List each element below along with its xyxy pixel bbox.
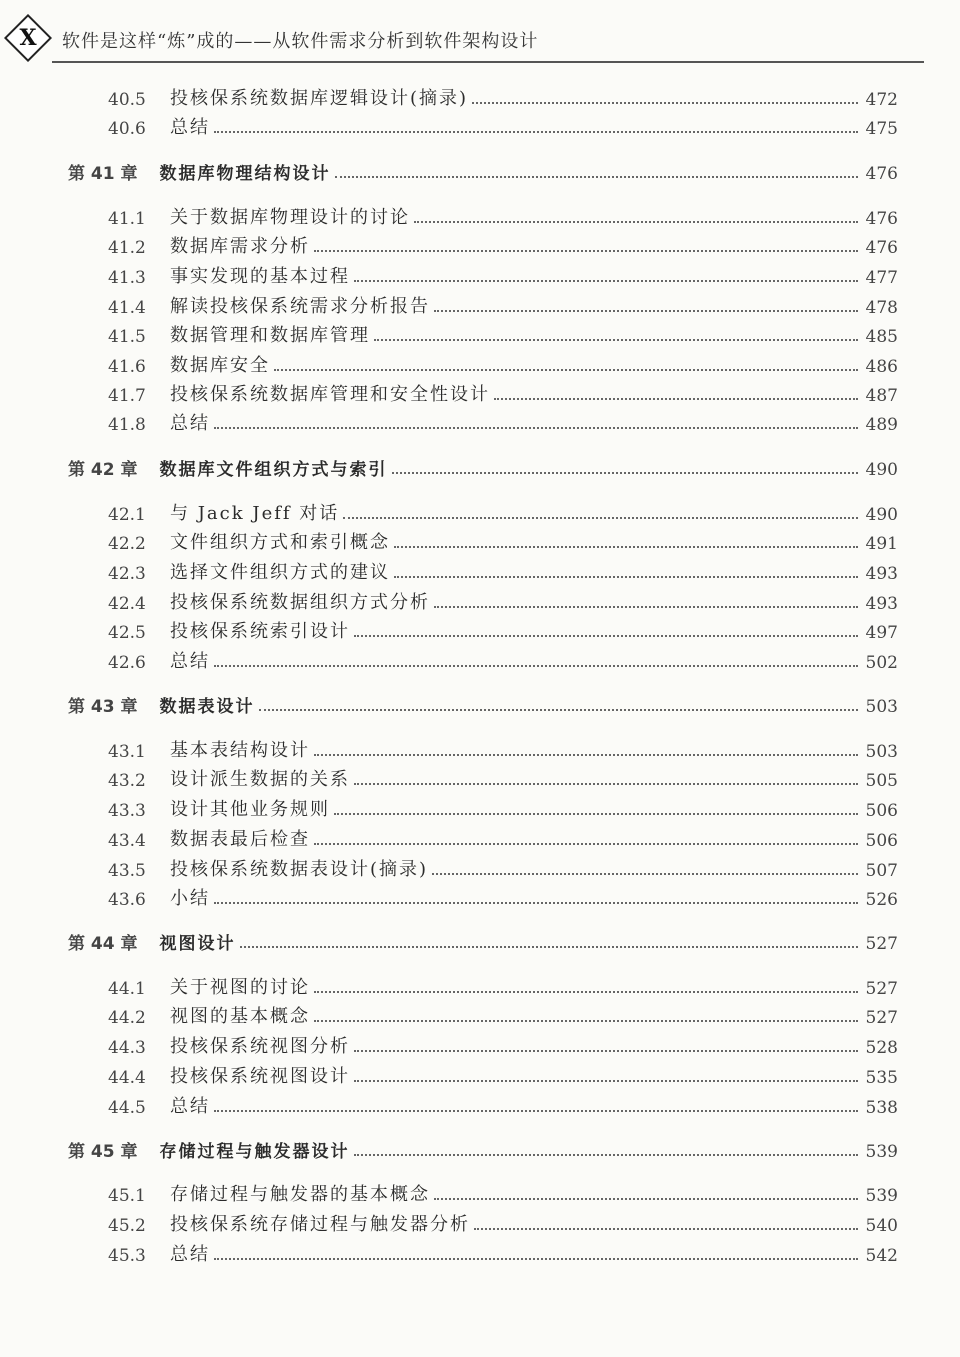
toc-entry-title: 投核保系统视图设计 bbox=[170, 1066, 350, 1087]
toc-section-entry[interactable] bbox=[108, 319, 898, 347]
toc-entry-page-number: 490 bbox=[865, 460, 898, 480]
toc-entry-page-number: 493 bbox=[865, 594, 898, 614]
toc-entry-page-number: 490 bbox=[865, 505, 898, 525]
toc-entry-number: 45.3 bbox=[108, 1246, 146, 1266]
toc-entry-page-number: 477 bbox=[865, 268, 898, 288]
toc-entry-title: 数据库物理结构设计 bbox=[159, 164, 331, 184]
toc-section-entry[interactable] bbox=[108, 378, 898, 406]
toc-section-entry[interactable] bbox=[108, 407, 898, 435]
toc-section-entry[interactable] bbox=[108, 201, 898, 229]
toc-entry-title: 投核保系统数据库逻辑设计(摘录) bbox=[170, 88, 469, 109]
toc-entry-page-number: 476 bbox=[865, 164, 898, 184]
toc-entry-number: 42.4 bbox=[108, 594, 146, 614]
toc-entry-number: 42.2 bbox=[108, 534, 146, 554]
toc-entry-title: 与 Jack Jeff 对话 bbox=[170, 503, 340, 524]
toc-entry-title: 数据库安全 bbox=[170, 355, 270, 376]
dot-leader bbox=[314, 843, 858, 845]
toc-entry-number: 42.1 bbox=[108, 505, 146, 525]
toc-entry-number: 第 44 章 bbox=[68, 934, 138, 954]
toc-section-entry[interactable] bbox=[108, 111, 898, 139]
toc-entry-title: 解读投核保系统需求分析报告 bbox=[170, 296, 430, 317]
toc-entry-page-number: 542 bbox=[865, 1246, 898, 1266]
toc-entry-page-number: 502 bbox=[865, 653, 898, 673]
toc-entry-title: 总结 bbox=[170, 413, 210, 434]
header-divider bbox=[52, 61, 924, 63]
toc-entry-number: 44.1 bbox=[108, 979, 146, 999]
dot-leader bbox=[334, 813, 858, 815]
dot-leader bbox=[314, 754, 858, 756]
dot-leader bbox=[343, 517, 858, 519]
toc-entry-number: 44.4 bbox=[108, 1068, 146, 1088]
toc-entry-number: 第 41 章 bbox=[68, 164, 138, 184]
toc-entry-page-number: 478 bbox=[865, 298, 898, 318]
toc-entry-number: 41.5 bbox=[108, 327, 146, 347]
dot-leader bbox=[474, 1228, 858, 1230]
book-logo bbox=[4, 14, 52, 62]
dot-leader bbox=[354, 1080, 858, 1082]
toc-entry-page-number: 527 bbox=[865, 979, 898, 999]
toc-section-entry[interactable] bbox=[108, 734, 898, 762]
dot-leader bbox=[314, 1020, 858, 1022]
toc-entry-title: 事实发现的基本过程 bbox=[170, 266, 350, 287]
toc-section-entry[interactable] bbox=[108, 1000, 898, 1028]
logo-letter: X bbox=[19, 25, 37, 51]
toc-section-entry[interactable] bbox=[108, 793, 898, 821]
toc-entry-page-number: 472 bbox=[865, 90, 898, 110]
toc-section-entry[interactable] bbox=[108, 1030, 898, 1058]
dot-leader bbox=[394, 546, 858, 548]
page-header bbox=[0, 0, 960, 62]
toc-entry-page-number: 507 bbox=[865, 861, 898, 881]
toc-entry-title: 视图的基本概念 bbox=[170, 1006, 310, 1027]
dot-leader bbox=[214, 1110, 858, 1112]
toc-entry-title: 数据库文件组织方式与索引 bbox=[159, 460, 388, 480]
toc-entry-number: 第 43 章 bbox=[68, 697, 138, 717]
dot-leader bbox=[314, 991, 858, 993]
toc-entry-title: 总结 bbox=[170, 1096, 210, 1117]
toc-section-entry[interactable] bbox=[108, 556, 898, 584]
toc-entry-title: 总结 bbox=[170, 117, 210, 138]
toc-section-entry[interactable] bbox=[108, 586, 898, 614]
toc-entry-page-number: 503 bbox=[865, 742, 898, 762]
toc-entry-number: 第 45 章 bbox=[68, 1142, 138, 1162]
toc-section-entry[interactable] bbox=[108, 1178, 898, 1206]
toc-entry-page-number: 535 bbox=[865, 1068, 898, 1088]
dot-leader bbox=[214, 902, 858, 904]
dot-leader bbox=[354, 635, 858, 637]
toc-entry-title: 数据库需求分析 bbox=[170, 236, 310, 257]
toc-entry-page-number: 527 bbox=[865, 934, 898, 954]
toc-entry-page-number: 506 bbox=[865, 801, 898, 821]
toc-entry-number: 44.5 bbox=[108, 1098, 146, 1118]
dot-leader bbox=[214, 427, 858, 429]
toc-entry-page-number: 486 bbox=[865, 357, 898, 377]
toc-entry-title: 视图设计 bbox=[159, 934, 236, 954]
dot-leader bbox=[354, 1050, 858, 1052]
toc-entry-page-number: 538 bbox=[865, 1098, 898, 1118]
toc-entry-page-number: 475 bbox=[865, 119, 898, 139]
toc-section-entry[interactable] bbox=[108, 526, 898, 554]
toc-entry-title: 设计其他业务规则 bbox=[170, 799, 330, 820]
toc-entry-number: 43.6 bbox=[108, 890, 146, 910]
dot-leader bbox=[214, 131, 858, 133]
dot-leader bbox=[494, 398, 858, 400]
toc-entry-number: 41.3 bbox=[108, 268, 146, 288]
toc-entry-number: 41.6 bbox=[108, 357, 146, 377]
dot-leader bbox=[274, 369, 858, 371]
toc-section-entry[interactable] bbox=[108, 645, 898, 673]
toc-entry-page-number: 476 bbox=[865, 238, 898, 258]
toc-chapter-entry[interactable] bbox=[68, 1134, 898, 1162]
toc-entry-title: 总结 bbox=[170, 651, 210, 672]
dot-leader bbox=[394, 576, 858, 578]
toc-entry-number: 42.3 bbox=[108, 564, 146, 584]
toc-entry-title: 投核保系统存储过程与触发器分析 bbox=[170, 1214, 470, 1235]
toc-entry-number: 45.2 bbox=[108, 1216, 146, 1236]
toc-entry-title: 投核保系统索引设计 bbox=[170, 621, 350, 642]
toc-section-entry[interactable] bbox=[108, 230, 898, 258]
toc-entry-title: 存储过程与触发器的基本概念 bbox=[170, 1184, 430, 1205]
dot-leader bbox=[214, 665, 858, 667]
toc-entry-page-number: 539 bbox=[865, 1186, 898, 1206]
toc-entry-title: 关于数据库物理设计的讨论 bbox=[170, 207, 410, 228]
toc-entry-number: 43.4 bbox=[108, 831, 146, 851]
toc-entry-title: 投核保系统数据组织方式分析 bbox=[170, 592, 430, 613]
toc-entry-number: 42.6 bbox=[108, 653, 146, 673]
dot-leader bbox=[214, 1258, 858, 1260]
toc-entry-title: 基本表结构设计 bbox=[170, 740, 310, 761]
toc-entry-number: 41.1 bbox=[108, 209, 146, 229]
toc-section-entry[interactable] bbox=[108, 823, 898, 851]
toc-section-entry[interactable] bbox=[108, 971, 898, 999]
dot-leader bbox=[414, 221, 858, 223]
toc-entry-title: 文件组织方式和索引概念 bbox=[170, 532, 390, 553]
toc-section-entry[interactable] bbox=[108, 853, 898, 881]
toc-entry-title: 投核保系统数据表设计(摘录) bbox=[170, 859, 429, 880]
toc-entry-page-number: 528 bbox=[865, 1038, 898, 1058]
dot-leader bbox=[434, 606, 858, 608]
toc-section-entry[interactable] bbox=[108, 1238, 898, 1266]
toc-chapter-entry[interactable] bbox=[68, 452, 898, 480]
dot-leader bbox=[354, 783, 858, 785]
book-title: 软件是这样“炼”成的——从软件需求分析到软件架构设计 bbox=[62, 31, 539, 52]
dot-leader bbox=[374, 339, 858, 341]
toc-entry-page-number: 497 bbox=[865, 623, 898, 643]
toc-entry-title: 小结 bbox=[170, 888, 210, 909]
toc-entry-page-number: 487 bbox=[865, 386, 898, 406]
toc-section-entry[interactable] bbox=[108, 260, 898, 288]
toc-entry-title: 投核保系统数据库管理和安全性设计 bbox=[170, 384, 490, 405]
toc-section-entry[interactable] bbox=[108, 1208, 898, 1236]
toc-entry-page-number: 539 bbox=[865, 1142, 898, 1162]
dot-leader bbox=[432, 873, 858, 875]
toc-entry-title: 选择文件组织方式的建议 bbox=[170, 562, 390, 583]
toc-entry-number: 43.1 bbox=[108, 742, 146, 762]
toc-chapter-entry[interactable] bbox=[68, 689, 898, 717]
toc-entry-number: 41.4 bbox=[108, 298, 146, 318]
dot-leader bbox=[392, 472, 859, 474]
toc-entry-page-number: 485 bbox=[865, 327, 898, 347]
toc-entry-title: 数据管理和数据库管理 bbox=[170, 325, 370, 346]
toc-section-entry[interactable] bbox=[108, 497, 898, 525]
dot-leader bbox=[314, 250, 858, 252]
toc-entry-page-number: 506 bbox=[865, 831, 898, 851]
toc-section-entry[interactable] bbox=[108, 290, 898, 318]
toc-chapter-entry[interactable] bbox=[68, 156, 898, 184]
toc-entry-number: 43.2 bbox=[108, 771, 146, 791]
toc-entry-page-number: 491 bbox=[865, 534, 898, 554]
toc-entry-page-number: 503 bbox=[865, 697, 898, 717]
toc-entry-number: 45.1 bbox=[108, 1186, 146, 1206]
toc-entry-number: 40.6 bbox=[108, 119, 146, 139]
toc-entry-page-number: 476 bbox=[865, 209, 898, 229]
dot-leader bbox=[335, 176, 859, 178]
toc-section-entry[interactable] bbox=[108, 1060, 898, 1088]
toc-entry-title: 数据表设计 bbox=[159, 697, 255, 717]
toc-entry-page-number: 526 bbox=[865, 890, 898, 910]
toc-entry-number: 第 42 章 bbox=[68, 460, 138, 480]
toc-entry-page-number: 505 bbox=[865, 771, 898, 791]
toc-section-entry[interactable] bbox=[108, 1090, 898, 1118]
toc-entry-number: 43.3 bbox=[108, 801, 146, 821]
toc-entry-title: 数据表最后检查 bbox=[170, 829, 310, 850]
toc-entry-number: 41.7 bbox=[108, 386, 146, 406]
toc-section-entry[interactable] bbox=[108, 82, 898, 110]
toc-entry-number: 43.5 bbox=[108, 861, 146, 881]
toc-entry-number: 44.3 bbox=[108, 1038, 146, 1058]
toc-entry-number: 44.2 bbox=[108, 1008, 146, 1028]
dot-leader bbox=[240, 946, 859, 948]
toc-entry-number: 41.8 bbox=[108, 415, 146, 435]
toc-entry-title: 设计派生数据的关系 bbox=[170, 769, 350, 790]
toc-entry-number: 41.2 bbox=[108, 238, 146, 258]
dot-leader bbox=[434, 1198, 858, 1200]
toc-entry-number: 40.5 bbox=[108, 90, 146, 110]
toc-section-entry[interactable] bbox=[108, 349, 898, 377]
dot-leader bbox=[472, 102, 858, 104]
toc-entry-title: 总结 bbox=[170, 1244, 210, 1265]
toc-section-entry[interactable] bbox=[108, 763, 898, 791]
dot-leader bbox=[354, 280, 858, 282]
dot-leader bbox=[434, 310, 858, 312]
toc-entry-page-number: 493 bbox=[865, 564, 898, 584]
toc-entry-page-number: 489 bbox=[865, 415, 898, 435]
toc-entry-page-number: 540 bbox=[865, 1216, 898, 1236]
toc-entry-number: 42.5 bbox=[108, 623, 146, 643]
toc-section-entry[interactable] bbox=[108, 882, 898, 910]
toc-section-entry[interactable] bbox=[108, 615, 898, 643]
dot-leader bbox=[354, 1154, 859, 1156]
toc-entry-title: 存储过程与触发器设计 bbox=[159, 1142, 350, 1162]
toc-entry-title: 关于视图的讨论 bbox=[170, 977, 310, 998]
toc-entry-page-number: 527 bbox=[865, 1008, 898, 1028]
dot-leader bbox=[259, 709, 859, 711]
toc-entry-title: 投核保系统视图分析 bbox=[170, 1036, 350, 1057]
toc-chapter-entry[interactable] bbox=[68, 926, 898, 954]
